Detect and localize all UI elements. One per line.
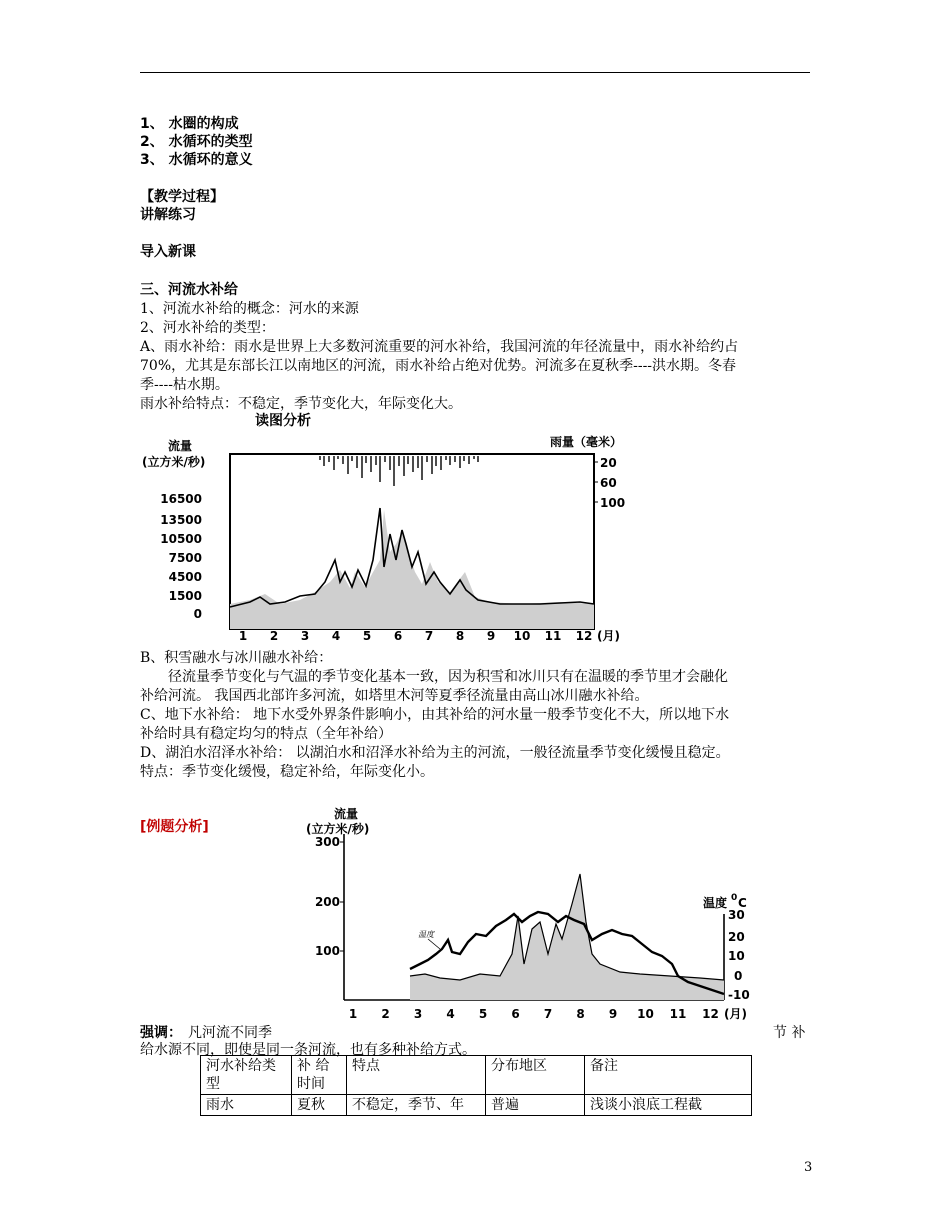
text-l1: 1、河流水补给的概念：河水的来源 [140, 301, 359, 317]
table-cell: 不稳定，季节、年 [347, 1095, 486, 1116]
objective-1: 1、 水圈的构成 [140, 116, 239, 132]
c1-ytick: 4500 [168, 570, 202, 584]
text-a3: 季----枯水期。 [140, 377, 229, 393]
c2-ytick: 200 [314, 895, 340, 909]
text-d2: 特点：季节变化缓慢，稳定补给，年际变化小。 [140, 764, 434, 780]
chart2-xtick: 10 [637, 1007, 654, 1021]
table-header-cell: 特点 [347, 1056, 486, 1095]
chart2-xtick: 5 [478, 1007, 488, 1021]
chart1-xtick: 2 [269, 629, 279, 643]
c2-ylabel-2: (立方米/秒) [306, 822, 370, 836]
chart2-xtick: 12 [702, 1007, 719, 1021]
objective-2: 2、 水循环的类型 [140, 134, 253, 150]
chart2-xtick: 3 [413, 1007, 423, 1021]
heading-process: 【教学过程】 [140, 189, 224, 205]
text-d1: D、湖泊水沼泽水补给： 以湖泊水和沼泽水补给为主的河流，一般径流量季节变化缓慢且稳定。 [140, 745, 730, 761]
c2-xunit: (月) [724, 1007, 747, 1021]
svg-text:C: C [738, 896, 747, 910]
c2-rtick: 10 [728, 949, 745, 963]
table-cell: 普遍 [486, 1095, 585, 1116]
chart1-xtick: 6 [393, 629, 403, 643]
rain-runoff-chart [140, 432, 650, 647]
c2-temp-label: 温度 [418, 930, 434, 939]
c2-rlabel: 温度 [703, 896, 728, 910]
c1-ytick: 7500 [168, 551, 202, 565]
table-row [201, 1095, 752, 1116]
heading-practice: 讲解练习 [140, 207, 196, 223]
text-c1: C、地下水补给： 地下水受外界条件影响小，由其补给的河水量一般季节变化不大，所以地下水 [140, 707, 730, 723]
c1-rtick: 100 [600, 496, 626, 510]
text-c2: 补给时具有稳定均匀的特点（全年补给） [140, 726, 392, 742]
c1-rtick: 60 [600, 476, 617, 490]
text-a2: 70%，尤其是东部长江以南地区的河流，雨水补给占绝对优势。河流多在夏秋季----洪水期。冬春 [140, 358, 737, 374]
text-b1: B、积雪融水与冰川融水补给： [140, 650, 333, 666]
emphasis-text: 凡河流不同季 [188, 1025, 272, 1041]
text-a4: 雨水补给特点：不稳定，季节变化大，年际变化大。 [140, 396, 462, 412]
chart1-xtick: 7 [424, 629, 434, 643]
chart2-xtick: 7 [543, 1007, 553, 1021]
text-b3: 补给河流。 我国西北部许多河流，如塔里木河等夏季径流量由高山冰川融水补给。 [140, 688, 649, 704]
table-cell: 雨水 [201, 1095, 292, 1116]
chart1-xtick: 8 [455, 629, 465, 643]
c1-ytick: 0 [193, 607, 202, 621]
c2-rtick: -10 [728, 988, 750, 1002]
emphasis-line2: 给水源不同，即使是同一条河流，也有多种补给方式。 [140, 1042, 476, 1058]
header-rule [140, 72, 810, 73]
c1-xunit: (月) [597, 629, 620, 643]
chart1-xtick: 5 [362, 629, 372, 643]
c1-ytick: 16500 [160, 492, 202, 506]
chart2-xtick: 2 [381, 1007, 390, 1021]
text-a1: A、雨水补给：雨水是世界上大多数河流重要的河水补给，我国河流的年径流量中，雨水补给约占 [140, 339, 739, 355]
read-figure-label: 读图分析 [255, 413, 311, 429]
chart1-xtick: 1 [238, 629, 248, 643]
chart1-xtick: 4 [331, 629, 341, 643]
chart2-xtick: 9 [608, 1007, 618, 1021]
chart2-xtick: 8 [576, 1007, 585, 1021]
c1-rtick: 20 [600, 456, 617, 470]
objective-3: 3、 水循环的意义 [140, 152, 253, 168]
temperature-runoff-chart [300, 804, 760, 1026]
chart1-xtick: 10 [513, 629, 531, 643]
chart2-xtick: 6 [511, 1007, 520, 1021]
c2-ytick: 300 [314, 835, 340, 849]
emphasis-tail: 节 补 [773, 1025, 806, 1041]
svg-text:0: 0 [731, 893, 738, 903]
table-header-cell: 补 给时间 [292, 1056, 347, 1095]
c1-ytick: 1500 [168, 589, 202, 603]
c1-ylabel-1: 流量 [168, 439, 193, 453]
c2-rtick: 0 [734, 969, 743, 983]
supply-type-table [200, 1055, 752, 1116]
example-label: [例题分析] [140, 819, 209, 835]
chart1-xtick: 11 [544, 629, 562, 643]
text-l2: 2、河水补给的类型： [140, 320, 275, 336]
chart2-xtick: 1 [348, 1007, 358, 1021]
table-header-cell: 备注 [585, 1056, 752, 1095]
emphasis-label: 强调： [140, 1025, 182, 1041]
heading-section3: 三、河流水补给 [140, 282, 238, 298]
heading-intro: 导入新课 [140, 244, 196, 260]
table-header-cell: 分布地区 [486, 1056, 585, 1095]
c1-ytick: 10500 [160, 532, 202, 546]
c1-ylabel-2: (立方米/秒) [142, 455, 206, 469]
table-cell: 浅谈小浪底工程截 [585, 1095, 752, 1116]
c2-ylabel-1: 流量 [334, 807, 359, 821]
c2-ytick: 100 [314, 944, 340, 958]
c1-ylabel-right: 雨量（毫米） [550, 435, 623, 449]
chart2-xtick: 11 [669, 1007, 687, 1021]
table-header-cell: 河水补给类型 [201, 1056, 292, 1095]
c2-rtick: 30 [728, 908, 745, 922]
chart1-xtick: 3 [300, 629, 310, 643]
chart1-xtick: 9 [486, 629, 496, 643]
chart2-xtick: 4 [446, 1007, 455, 1021]
table-cell: 夏秋 [292, 1095, 347, 1116]
c1-ytick: 13500 [160, 513, 202, 527]
page-number: 3 [804, 1160, 813, 1175]
chart1-xtick: 12 [575, 629, 593, 643]
table-header-row [201, 1056, 752, 1095]
c2-rtick: 20 [728, 930, 745, 944]
text-b2: 径流量季节变化与气温的季节变化基本一致，因为积雪和冰川只有在温暖的季节里才会融化 [168, 669, 728, 685]
